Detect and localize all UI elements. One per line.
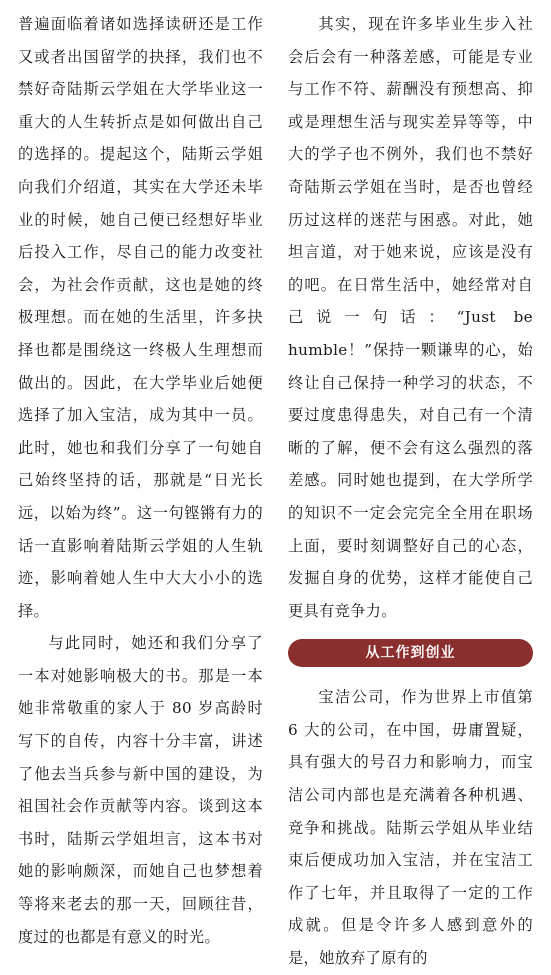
section-heading: 从工作到创业 [288,639,533,667]
body-paragraph: 与此同时，她还和我们分享了一本对她影响极大的书。那是一本她非常敬重的家人于 80 岁高龄时写下的自传，内容十分丰富，讲述了他去当兵参与新中国的建设，为祖国社会作贡献等内容。谈到这本书时，陆斯云学姐坦言，这本书对她的影响颇深，而她自己也梦想着等将来老去的那一天，回顾往昔，度过的也都是有意义的时光。 [18,634,263,946]
body-paragraph: 其实，现在许多毕业生步入社会后会有一种落差感，可能是专业与工作不符、薪酬没有预想高、抑或是理想生活与现实差异等等，中大的学子也不例外，我们也不禁好奇陆斯云学姐在当时，是否也曾经历过这样的迷茫与困惑。对此，她坦言道，对于她来说，应该是没有的吧。在日常生活中，她经常对自己说一句话：“Just be humble！”保持一颗谦卑的心，始终让自己保持一种学习的状态，不要过度患得患失，对自己有一个清晰的了解，便不会有这么强烈的落差感。同时她也提到，在大学所学的知识不一定会完完全全用在职场上面，要时刻调整好自己的心态，发掘自身的优势，这样才能使自己更具有竞争力。 [288,15,533,620]
left-column [18,8,263,953]
body-paragraph: 宝洁公司，作为世界上市值第 6 大的公司，在中国，毋庸置疑，具有强大的号召力和影响力，而宝洁公司内部也是充满着各种机遇、竞争和挑战。陆斯云学姐从毕业结束后便成功加入宝洁，并在宝洁工作了七年，并且取得了一定的工作成就。但是令许多人感到意外的是，她放弃了原有的 [288,688,533,968]
body-paragraph: 普遍面临着诸如选择读研还是工作又或者出国留学的抉择，我们也不禁好奇陆斯云学姐在大学毕业这一重大的人生转折点是如何做出自己的选择的。提起这个，陆斯云学姐向我们介绍道，其实在大学还未毕业的时候，她自己便已经想好毕业后投入工作，尽自己的能力改变社会，为社会作贡献，这也是她的终极理想。而在她的生活里，许多抉择也都是围绕这一终极人生理想而做出的。因此，在大学毕业后她便选择了加入宝洁，成为其中一员。此时，她也和我们分享了一句她自己始终坚持的话，那就是“日光长远，以始为终”。这一句铿锵有力的话一直影响着陆斯云学姐的人生轨迹，影响着她人生中大大小小的选择。 [18,15,263,620]
right-column [288,8,533,975]
